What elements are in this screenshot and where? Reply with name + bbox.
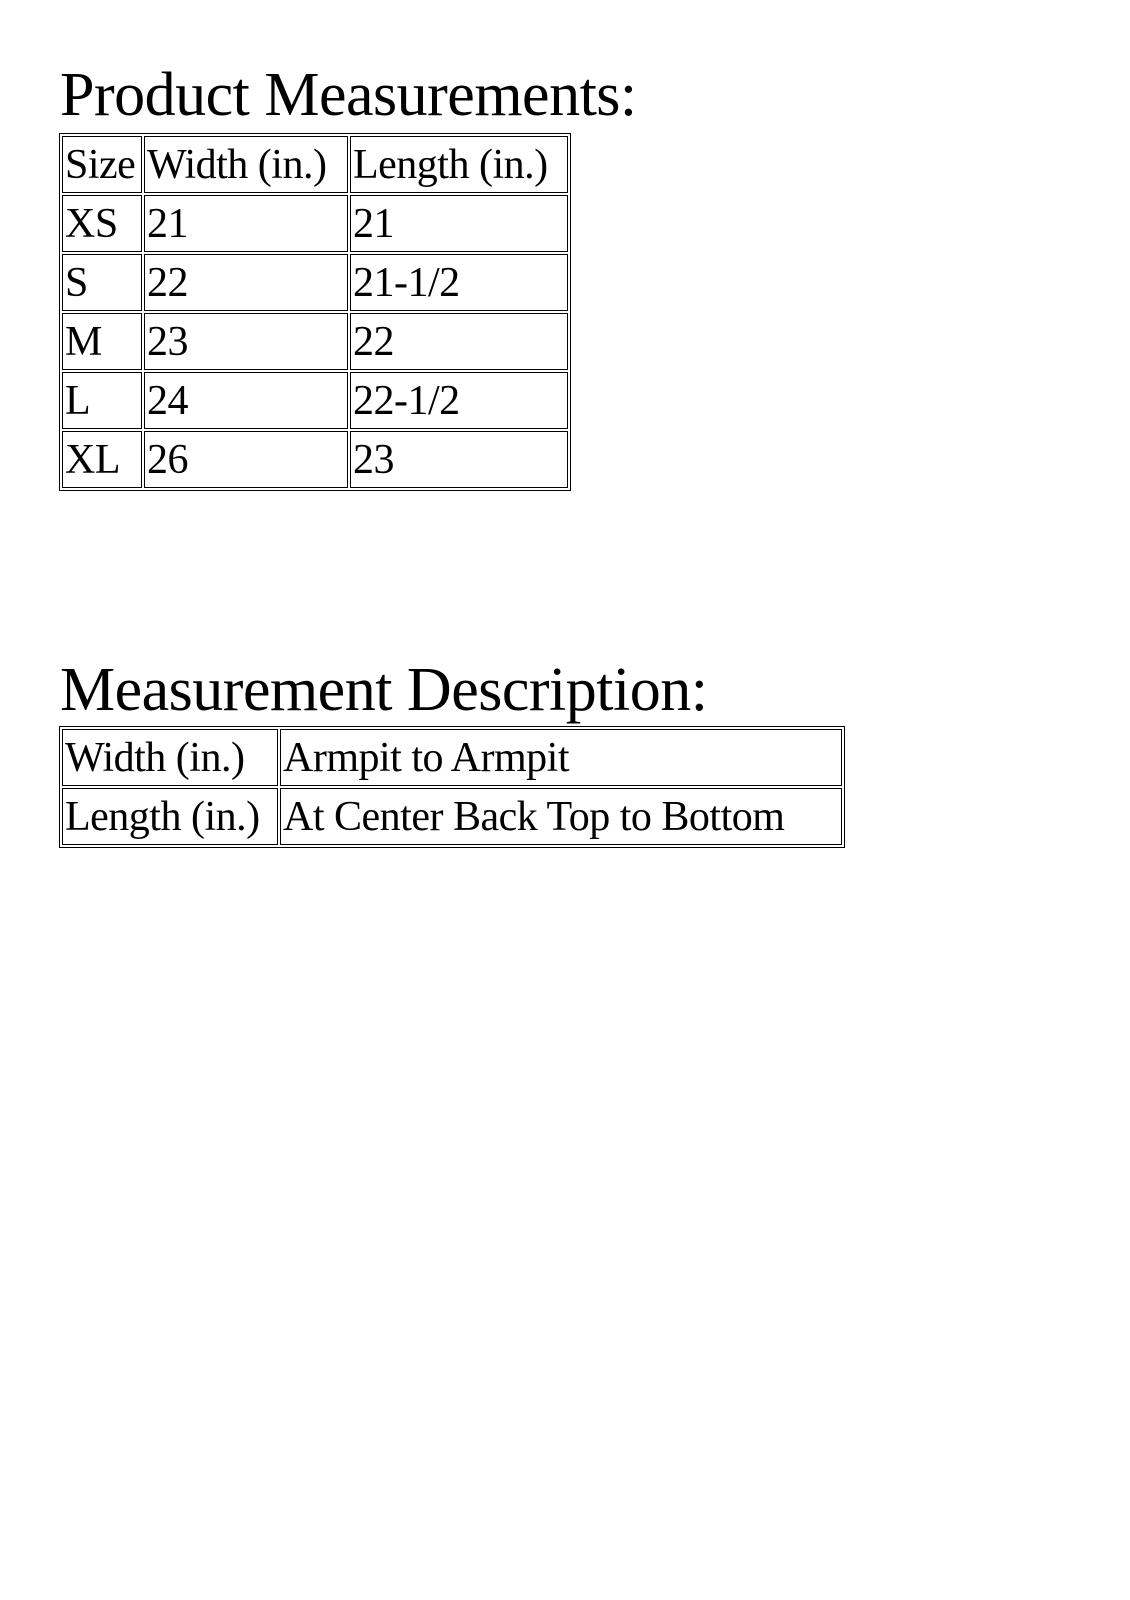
table-header-row bbox=[62, 136, 568, 193]
table-row bbox=[62, 729, 842, 786]
length-cell: 21-1/2 bbox=[350, 254, 568, 311]
size-cell: L bbox=[62, 372, 142, 429]
table-row bbox=[62, 431, 568, 488]
width-cell: 23 bbox=[144, 313, 348, 370]
width-cell: 24 bbox=[144, 372, 348, 429]
table-row bbox=[62, 195, 568, 252]
measure-name-cell: Width (in.) bbox=[62, 729, 278, 786]
table-row bbox=[62, 372, 568, 429]
length-cell: 22-1/2 bbox=[350, 372, 568, 429]
header-length: Length (in.) bbox=[350, 136, 568, 193]
product-measurements-title: Product Measurements: bbox=[60, 61, 637, 129]
header-size: Size bbox=[62, 136, 142, 193]
measure-description-cell: At Center Back Top to Bottom bbox=[280, 788, 842, 845]
size-cell: XL bbox=[62, 431, 142, 488]
width-cell: 21 bbox=[144, 195, 348, 252]
size-cell: XS bbox=[62, 195, 142, 252]
length-cell: 23 bbox=[350, 431, 568, 488]
measure-description-cell: Armpit to Armpit bbox=[280, 729, 842, 786]
measurement-description-title: Measurement Description: bbox=[60, 656, 708, 724]
size-chart-table bbox=[59, 133, 571, 491]
length-cell: 21 bbox=[350, 195, 568, 252]
size-cell: S bbox=[62, 254, 142, 311]
measure-name-cell: Length (in.) bbox=[62, 788, 278, 845]
table-row bbox=[62, 313, 568, 370]
length-cell: 22 bbox=[350, 313, 568, 370]
size-cell: M bbox=[62, 313, 142, 370]
table-row bbox=[62, 788, 842, 845]
width-cell: 26 bbox=[144, 431, 348, 488]
header-width: Width (in.) bbox=[144, 136, 348, 193]
table-row bbox=[62, 254, 568, 311]
measurement-description-table bbox=[59, 726, 845, 848]
width-cell: 22 bbox=[144, 254, 348, 311]
